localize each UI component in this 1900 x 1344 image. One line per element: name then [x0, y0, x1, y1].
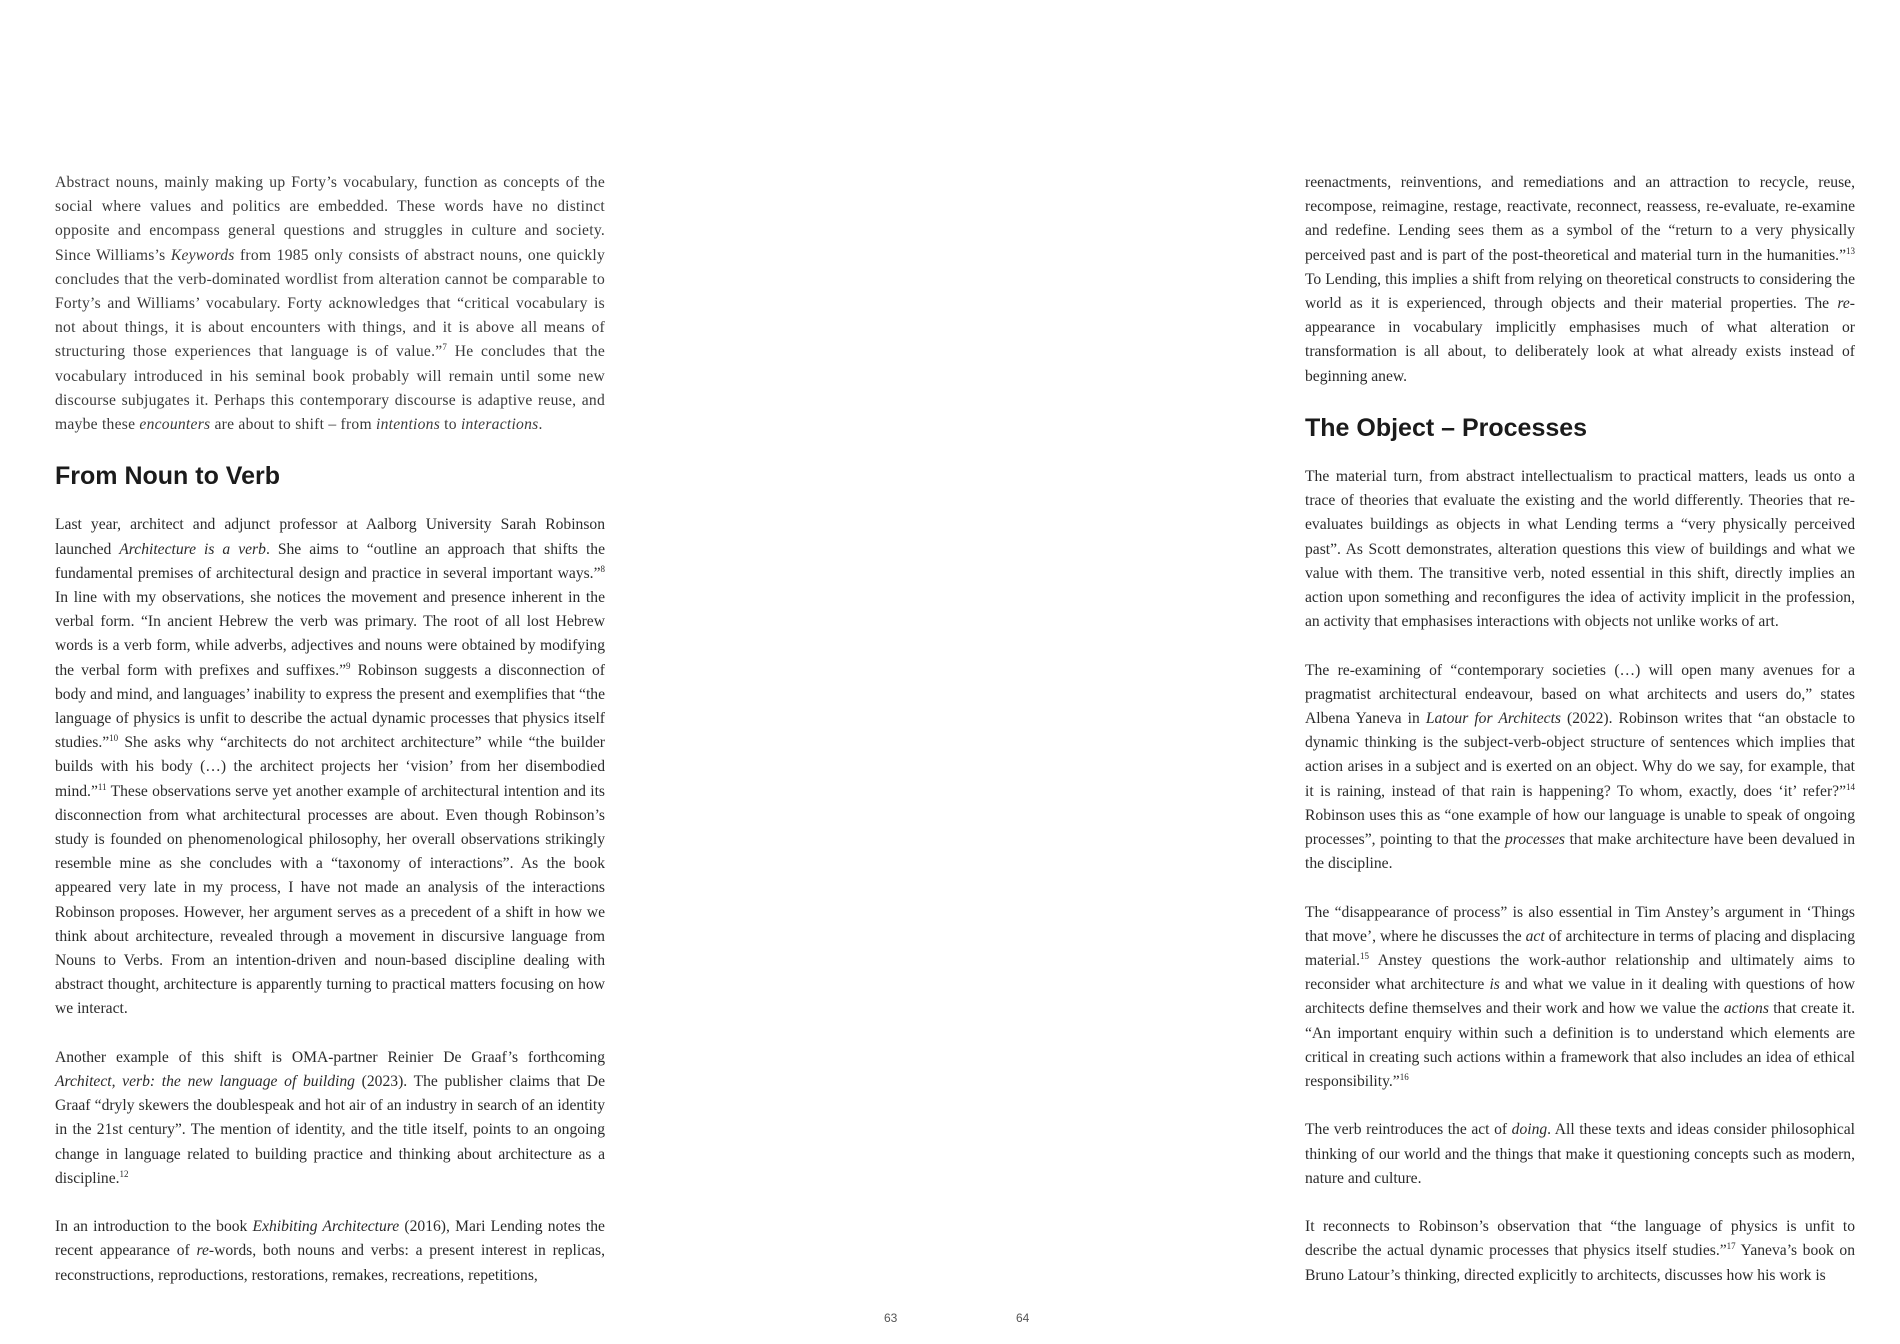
italic-text: re — [196, 1242, 209, 1260]
text-run: -appearance in vocabulary implicitly emphasises much of what alteration or transformation is all about, to deliberately look at what already exists instead of beginning anew. — [1305, 295, 1855, 385]
text-run: Anstey questions the work-author relationship and ultimately aims to reconsider what architecture — [1305, 952, 1855, 994]
italic-text: intentions — [376, 416, 441, 434]
text-run: that create it. “An important enquiry within such a definition is to understand which elements are critical in creating such actions within a framework that also includes an idea of ethical responsibility.” — [1305, 1000, 1855, 1091]
section-heading: From Noun to Verb — [55, 462, 280, 491]
paragraph — [1305, 659, 1855, 877]
paragraph — [55, 1046, 605, 1191]
footnote-marker: 8 — [600, 563, 605, 574]
italic-text: encounters — [139, 416, 211, 434]
paragraph — [55, 513, 605, 1021]
text-run: and what we value in it dealing with questions of how architects define themselves and their work and how we value the — [1305, 976, 1855, 1018]
text-run: Abstract nouns, mainly making up Forty’s vocabulary, function as concepts of the social where values and politics are embedded. These words have no distinct opposite and encompass general questions and struggles in culture and society. Since Williams’s — [55, 174, 605, 264]
italic-text: processes — [1504, 831, 1566, 849]
right-page-column — [1305, 171, 1855, 1312]
text-run: . All these texts and ideas consider philosophical thinking of our world and the things that make it questioning concepts such as modern, nature and culture. — [1305, 1121, 1855, 1187]
page-number-right: 64 — [1016, 1311, 1030, 1325]
text-run: that make architecture have been devalued in the discipline. — [1305, 831, 1855, 873]
text-run: to — [440, 416, 461, 434]
footnote-marker: 15 — [1359, 950, 1369, 961]
italic-text: is — [1489, 976, 1500, 994]
footnote-marker: 9 — [346, 660, 351, 671]
text-run: In an introduction to the book — [55, 1218, 253, 1236]
footnote-marker: 10 — [109, 733, 119, 744]
footnote-marker: 16 — [1399, 1071, 1409, 1082]
text-run: The verb reintroduces the act of — [1305, 1121, 1512, 1139]
text-run: from 1985 only consists of abstract nouns, one quickly concludes that the verb-dominated wordlist from alteration cannot be comparable to Forty’s and Williams’ vocabulary. Forty acknowledges that “critical vocabulary is not about things, it is about encounters with things, and it is above all means of structuring those experiences that language is of value.” — [55, 246, 605, 361]
text-run: In line with my observations, she notices the movement and presence inherent in the verbal form. “In ancient Hebrew the verb was primary. The root of all lost Hebrew words is a verb form, while adverbs, adjectives and nouns were obtained by modifying the verbal form with prefixes and suffixes.” — [55, 589, 605, 679]
italic-text: interactions — [460, 416, 539, 434]
footnote-marker: 11 — [97, 781, 107, 792]
text-run: reenactments, reinventions, and remediations and an attraction to recycle, reuse, recompose, reimagine, restage, reactivate, reconnect, reassess, re-evaluate, re-examine and redefine. Lending sees them as a symbol of the “return to a very physically perceived past and is part of the post-theoretical and material turn in the humanities.” — [1305, 174, 1855, 264]
footnote-marker: 14 — [1846, 781, 1855, 792]
footnote-marker: 17 — [1726, 1241, 1736, 1252]
text-run: (2023). The publisher claims that De Graaf “dryly skewers the doublespeak and hot air of an industry in search of an identity in the 21st century”. The mention of identity, and the title itself, points to an ongoing change in language related to building practice and thinking about architecture as a discipline. — [55, 1073, 605, 1187]
italic-text: Exhibiting Architecture — [252, 1218, 400, 1236]
text-run: Last year, architect and adjunct professor at Aalborg University Sarah Robinson launched — [55, 516, 605, 558]
text-run: It reconnects to Robinson’s observation that “the language of physics is unfit to describe the actual dynamic processes that physics itself studies.” — [1305, 1218, 1855, 1260]
italic-text: doing — [1511, 1121, 1548, 1139]
text-run: -words, both nouns and verbs: a present interest in replicas, reconstructions, reproductions, restorations, remakes, recreations, repetitions, — [55, 1242, 605, 1284]
text-run: He concludes that the vocabulary introduced in his seminal book probably will remain until some new discourse subjugates it. Perhaps this contemporary discourse is adaptive reuse, and maybe these — [55, 343, 605, 434]
italic-text: act — [1525, 927, 1545, 945]
text-run: Another example of this shift is OMA-partner Reinier De Graaf’s forthcoming — [55, 1048, 605, 1066]
italic-text: re — [1837, 295, 1850, 313]
paragraph — [1305, 1118, 1855, 1191]
text-run: The re-examining of “contemporary societies (…) will open many avenues for a pragmatist architectural endeavour, based on what architects and users do,” states Albena Yaneva in — [1305, 661, 1855, 728]
paragraph — [1305, 465, 1855, 634]
text-run: Yaneva’s book on Bruno Latour’s thinking, directed explicitly to architects, discusses how his work is — [1305, 1242, 1855, 1284]
text-run: . She aims to “outline an approach that shifts the fundamental premises of architectural design and practice in several important ways.” — [55, 540, 606, 582]
footnote-marker: 7 — [442, 342, 448, 353]
paragraph — [55, 171, 605, 437]
text-run: (2022). Robinson writes that “an obstacle to dynamic thinking is the subject-verb-object structure of sentences which implies that action arises in a subject and is exerted on an object. Why do we say, for example, that it is raining, instead of that rain is happening? To whom, exactly, does ‘it’ refer?” — [1305, 710, 1855, 800]
text-run: of architecture in terms of placing and displacing material. — [1305, 927, 1855, 970]
footnote-marker: 13 — [1846, 245, 1855, 256]
text-run: . — [538, 416, 543, 434]
paragraph — [55, 1215, 605, 1288]
footnote-marker: 12 — [119, 1168, 129, 1179]
text-run: The “disappearance of process” is also essential in Tim Anstey’s argument in ‘Things that move’, where he discusses the — [1305, 903, 1855, 945]
page-number-left: 63 — [884, 1311, 898, 1325]
italic-text: Architect, verb: the new language of building — [55, 1073, 355, 1091]
text-run: To Lending, this implies a shift from relying on theoretical constructs to considering the world as it is experienced, through objects and their material properties. The — [1305, 270, 1855, 313]
paragraph — [1305, 171, 1855, 389]
italic-text: Keywords — [170, 246, 235, 264]
text-run: Robinson uses this as “one example of how our language is unable to speak of ongoing processes”, pointing to that the — [1305, 806, 1855, 849]
text-run: (2016), Mari Lending notes the recent appearance of — [55, 1218, 605, 1260]
text-run: She asks why “architects do not architect architecture” while “the builder builds with his body (…) the architect projects her ‘vision’ from her disembodied mind.” — [55, 734, 605, 800]
italic-text: Latour for Architects — [1425, 710, 1561, 728]
text-run: are about to shift – from — [210, 416, 377, 434]
paragraph — [1305, 901, 1855, 1095]
italic-text: Architecture is a verb — [119, 540, 266, 558]
left-page-column — [55, 171, 605, 1312]
text-run: The material turn, from abstract intellectualism to practical matters, leads us onto a trace of theories that evaluate the existing and the world differently. Theories that re-evaluates buildings as objects in what Lending terms a “very physically perceived past”. As Scott demonstrates, alteration questions this view of buildings and what we value with them. The transitive verb, noted essential in this shift, directly implies an action upon something and reconfigures the idea of activity implicit in the profession, an activity that emphasises interactions with objects not unlike works of art. — [1305, 468, 1855, 631]
italic-text: actions — [1723, 1000, 1769, 1018]
paragraph — [1305, 1215, 1855, 1288]
text-run: These observations serve yet another example of architectural intention and its disconnection from what architectural processes are about. Even though Robinson’s study is founded on phenomenological philosophy, her overall observations strikingly resemble mine as she concludes with a “taxonomy of interactions”. As the book appeared very late in my process, I have not made an analysis of the interactions Robinson proposes. However, her argument serves as a precedent of a shift in how we think about architecture, revealed through a movement in discursive language from Nouns to Verbs. From an intention-driven and noun-based discipline dealing with abstract thought, architecture is apparently turning to practical matters focusing on how we interact. — [55, 782, 605, 1018]
section-heading: The Object – Processes — [1305, 414, 1588, 443]
text-run: Robinson suggests a disconnection of body and mind, and languages’ inability to express the present and exemplifies that “the language of physics is unfit to describe the actual dynamic processes that physics itself studies.” — [55, 661, 605, 752]
